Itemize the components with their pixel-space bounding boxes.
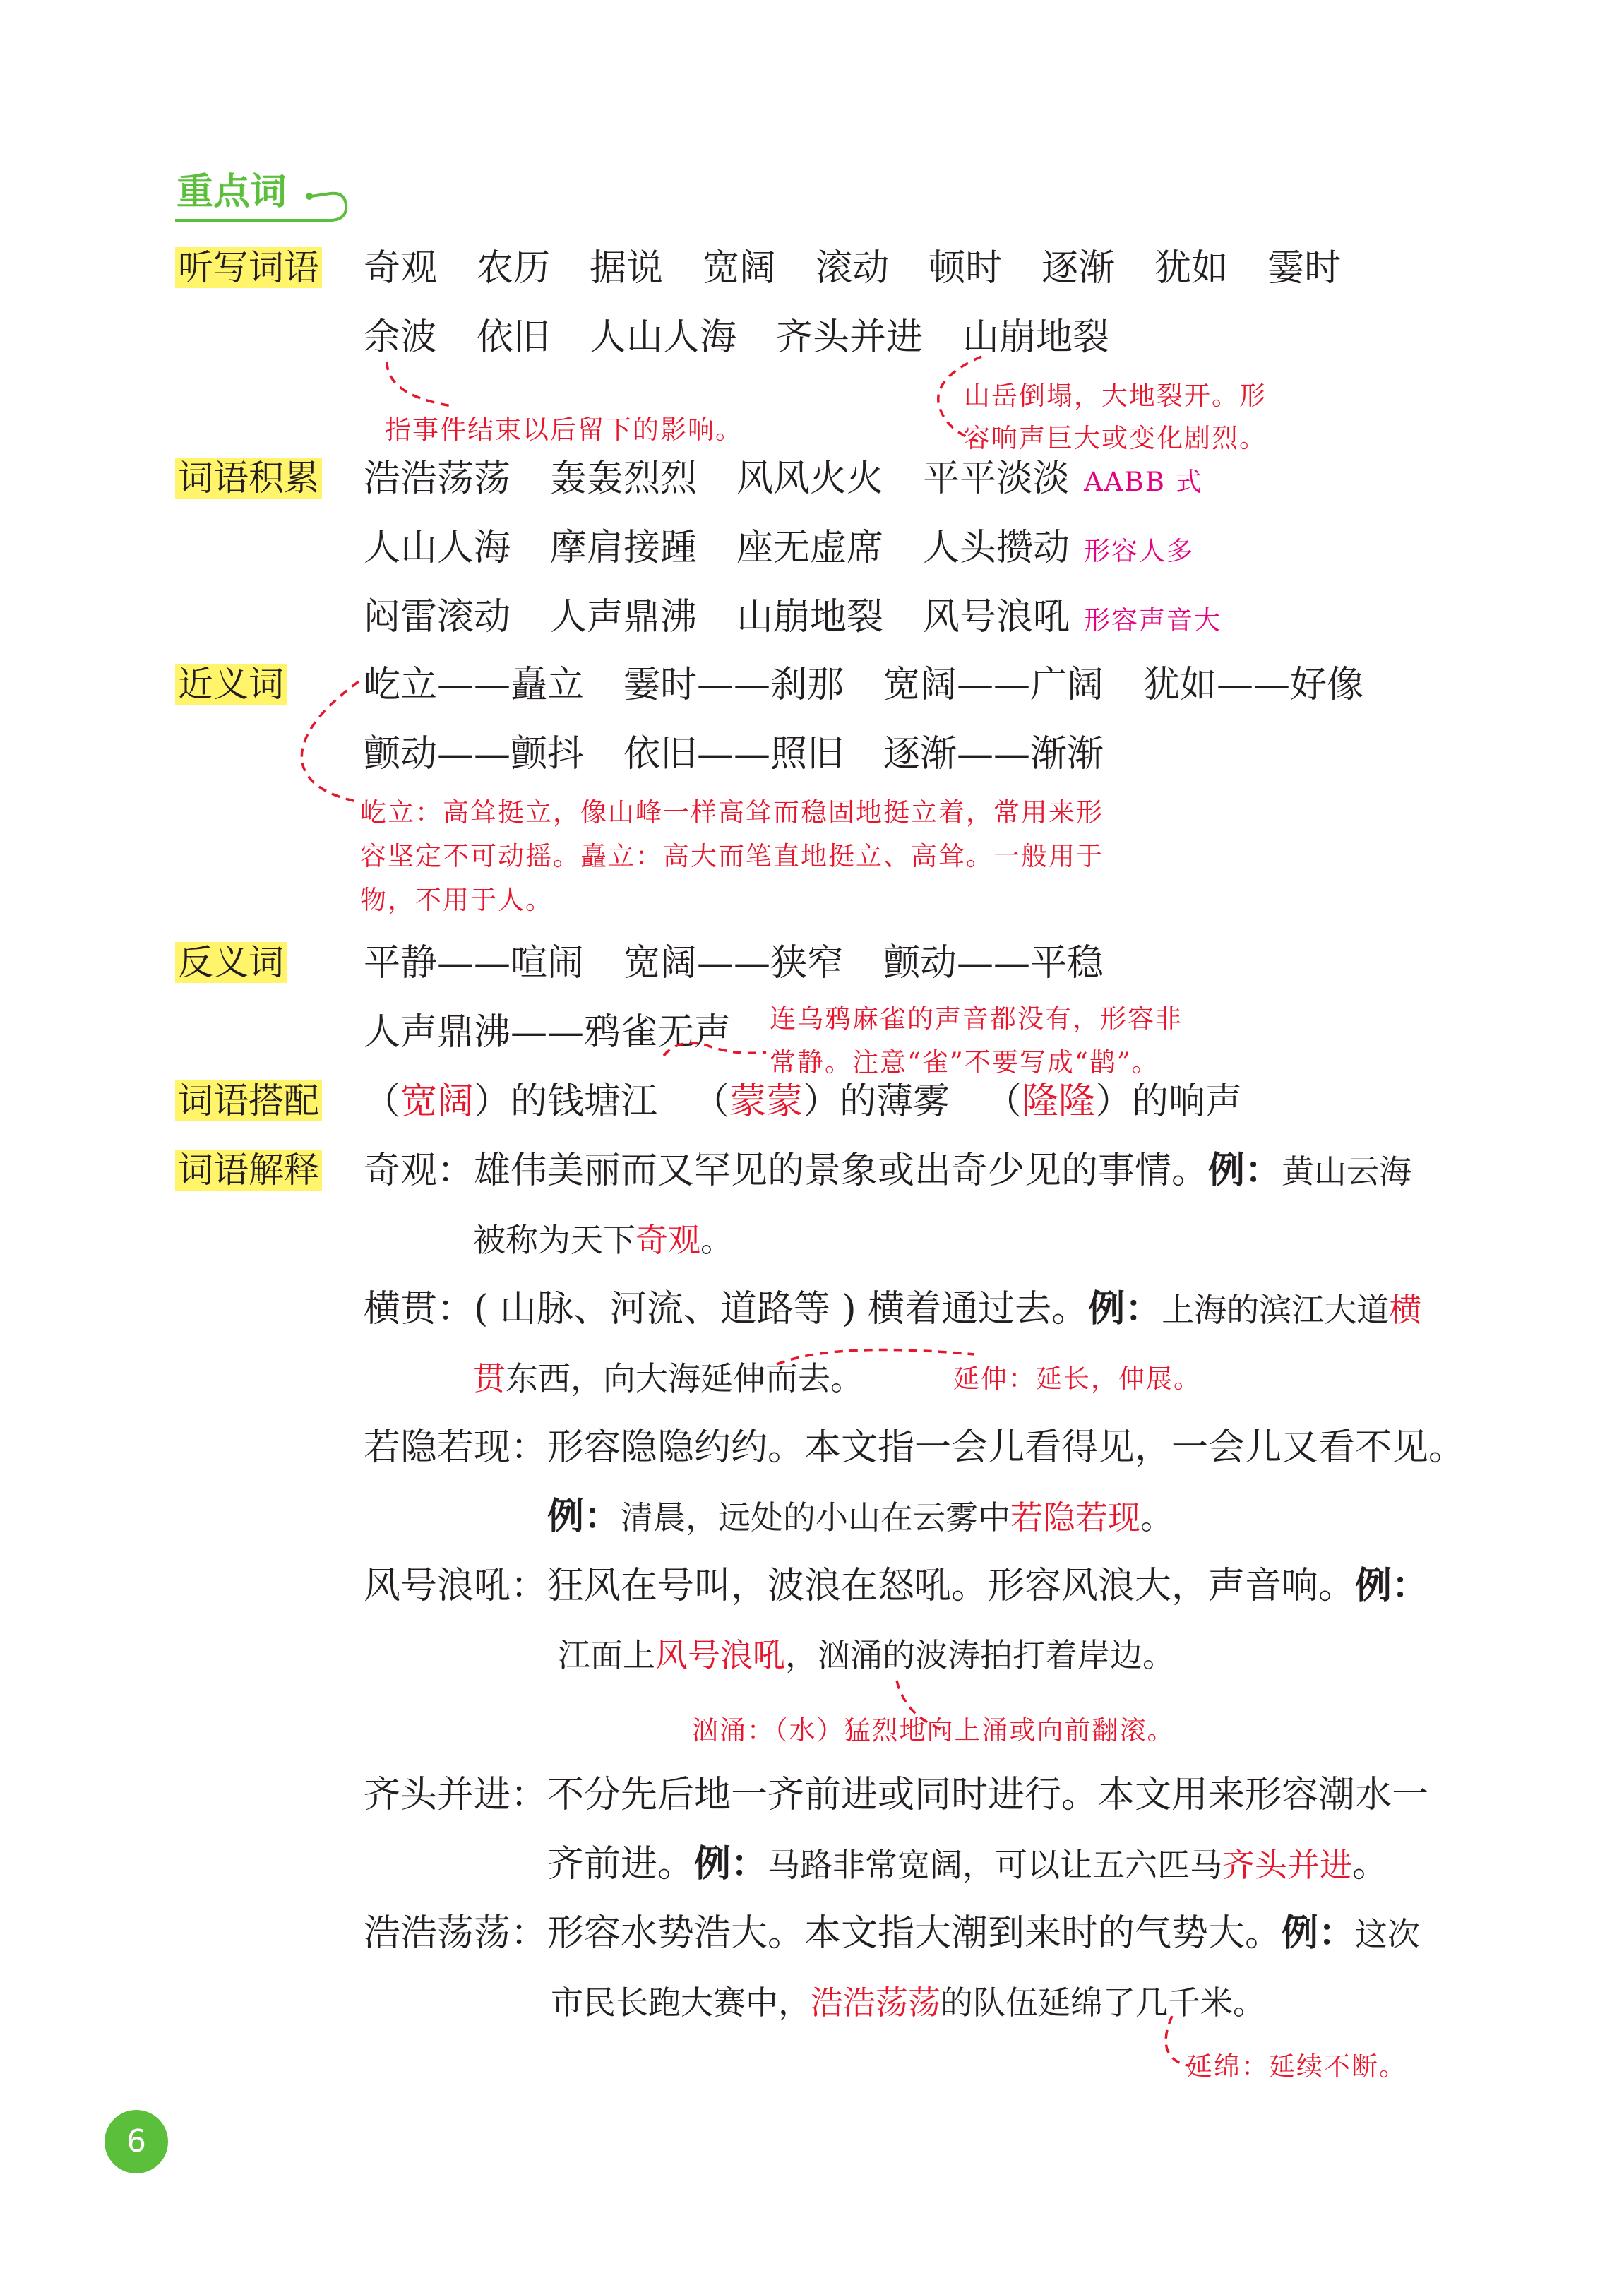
word: 齐头并进 <box>776 316 924 359</box>
word: 依旧 <box>477 316 551 359</box>
jilei-row2 <box>364 525 1234 571</box>
word: 座无虚席 <box>736 527 884 569</box>
word: 平平淡淡 <box>923 458 1070 500</box>
label-tingxie: 听写词语 <box>175 247 322 288</box>
collocation-word: 蒙蒙 <box>729 1080 804 1123</box>
example-qitou: 齐前进。例：马路非常宽阔，可以让五六匹马齐头并进。 <box>547 1842 1390 1885</box>
collocation: （宽阔）的钱塘江 <box>364 1080 658 1123</box>
dapei-row <box>364 1079 1242 1124</box>
word: 人山人海 <box>364 527 511 569</box>
term: 横贯： <box>364 1288 474 1330</box>
word: 轰轰烈烈 <box>550 458 698 500</box>
example: 上海的滨江大道 <box>1162 1291 1390 1329</box>
word-pair: 逐渐——渐渐 <box>883 733 1104 775</box>
definition: 狂风在号叫，波浪在怒吼。形容风浪大，声音响。 <box>547 1565 1356 1607</box>
word: 山崩地裂 <box>962 316 1110 359</box>
word: 奇观 <box>364 247 438 290</box>
label-fanyi: 反义词 <box>175 942 287 983</box>
example-fenghao: 江面上风号浪吼，汹涌的波涛拍打着岸边。 <box>558 1636 1175 1674</box>
jilei-row3 <box>364 595 1261 640</box>
section-header-title: 重点词 <box>177 171 287 213</box>
word: 人声鼎沸 <box>550 596 698 638</box>
example-label: 例： <box>1282 1912 1356 1955</box>
note-yili-2: 容坚定不可动摇。矗立：高大而笔直地挺立、高耸。一般用于 <box>360 841 1104 871</box>
jinyi-row1 <box>364 662 1403 708</box>
example-qiguan: 被称为天下奇观。 <box>473 1221 733 1259</box>
word: 山崩地裂 <box>736 596 884 638</box>
word-pair: 屹立——矗立 <box>364 664 585 706</box>
collocation: （隆隆）的响声 <box>985 1080 1243 1123</box>
example-haohao: 市民长跑大赛中，浩浩荡荡的队伍延绵了几千米。 <box>551 1984 1265 2022</box>
collocation-word: 隆隆 <box>1022 1080 1096 1123</box>
note-aabb: AABB 式 <box>1084 467 1203 497</box>
word: 农历 <box>477 247 551 290</box>
word-pair: 宽阔——狭窄 <box>623 942 844 984</box>
note-yanmian: 延绵：延续不断。 <box>1186 2051 1407 2082</box>
word: 浩浩荡荡 <box>364 458 511 500</box>
note-xiongyong: 汹涌：（水）猛烈地向上涌或向前翻滚。 <box>692 1715 1175 1746</box>
example: 黄山云海 <box>1282 1152 1412 1191</box>
word: 摩肩接踵 <box>550 527 698 569</box>
word-pair: 霎时——刹那 <box>623 664 844 706</box>
label-jieshi: 词语解释 <box>175 1150 322 1191</box>
word: 滚动 <box>816 247 890 290</box>
note-shengyin: 形容声音大 <box>1084 605 1222 636</box>
word-pair: 颤动——颤抖 <box>364 733 585 775</box>
label-dapei: 词语搭配 <box>175 1080 322 1121</box>
term: 风号浪吼： <box>364 1565 548 1607</box>
def-qiguan <box>364 1148 1411 1194</box>
example-henguan: 贯东西，向大海延伸而去。 <box>473 1359 863 1397</box>
collocation: （蒙蒙）的薄雾 <box>693 1080 950 1123</box>
word-pair: 平静——喧闹 <box>364 942 585 984</box>
def-haohao: 浩浩荡荡：形容水势浩大。本文指大潮到来时的气势大。例：这次 <box>364 1912 1421 1955</box>
def-fenghao <box>364 1563 1428 1609</box>
fanyi-row1 <box>364 941 1143 986</box>
note-queshi-1: 连乌鸦麻雀的声音都没有，形容非 <box>770 1003 1183 1034</box>
tingxie-row2 <box>364 315 1149 360</box>
word: 风号浪吼 <box>923 596 1070 638</box>
word: 人山人海 <box>590 316 737 359</box>
note-queshi-2: 常静。注意“雀”不要写成“鹊”。 <box>770 1047 1159 1078</box>
tingxie-row1 <box>364 246 1380 291</box>
word: 宽阔 <box>703 247 777 290</box>
note-renduo: 形容人多 <box>1084 536 1195 566</box>
note-yubo: 指事件结束以后留下的影响。 <box>385 415 743 445</box>
def-ruoyin <box>364 1425 1465 1470</box>
term: 浩浩荡荡： <box>364 1912 548 1955</box>
collocation-word: 宽阔 <box>400 1080 474 1123</box>
jinyi-row2 <box>364 732 1143 777</box>
example-label: 例： <box>694 1842 768 1885</box>
definition: 雄伟美丽而又罕见的景象或出奇少见的事情。 <box>474 1150 1209 1192</box>
word: 霎时 <box>1267 247 1342 290</box>
word-pair: 宽阔——广阔 <box>883 664 1104 706</box>
note-shanbeng-2: 容响声巨大或变化剧烈。 <box>964 423 1267 453</box>
label-jilei: 词语积累 <box>175 458 322 499</box>
fanyi-row2: 人声鼎沸——鸦雀无声 <box>364 1011 732 1054</box>
page-number-badge <box>105 2110 168 2173</box>
note-yili-1: 屹立：高耸挺立，像山峰一样高耸而稳固地挺立着，常用来形 <box>360 797 1104 828</box>
word: 据说 <box>590 247 664 290</box>
word-pair: 依旧——照旧 <box>623 733 844 775</box>
note-yanshen: 延伸：延长，伸展。 <box>953 1364 1201 1394</box>
word-pair: 犹如——好像 <box>1143 664 1364 706</box>
word: 闷雷滚动 <box>364 596 511 638</box>
word: 犹如 <box>1154 247 1229 290</box>
definition: 形容隐隐约约。本文指一会儿看得见，一会儿又看不见。 <box>547 1426 1466 1469</box>
def-qitou <box>364 1772 1428 1818</box>
word: 人头攒动 <box>923 527 1070 569</box>
example-label: 例： <box>1355 1564 1429 1607</box>
def-henguan: 横贯：( 山脉、河流、道路等 ) 横着通过去。例：上海的滨江大道横 <box>364 1287 1422 1330</box>
term: 若隐若现： <box>364 1426 548 1469</box>
example-label: 例： <box>1208 1149 1282 1192</box>
definition: 形容水势浩大。本文指大潮到来时的气势大。 <box>547 1912 1282 1955</box>
section-header <box>177 169 287 215</box>
note-shanbeng-1: 山岳倒塌，大地裂开。形 <box>964 381 1267 411</box>
page-number: 6 <box>126 2123 146 2159</box>
term: 奇观： <box>364 1150 474 1192</box>
term: 齐头并进： <box>364 1774 548 1816</box>
example-label: 例： <box>547 1495 621 1538</box>
example-ruoyin: 例：清晨，远处的小山在云雾中若隐若现。 <box>547 1495 1174 1538</box>
word: 顿时 <box>929 247 1003 290</box>
definition: ( 山脉、河流、道路等 ) 横着通过去。 <box>474 1288 1089 1330</box>
note-yili-3: 物，不用于人。 <box>360 885 553 915</box>
label-jinyi: 近义词 <box>175 664 287 705</box>
definition: 不分先后地一齐前进或同时进行。本文用来形容潮水一 <box>547 1774 1429 1816</box>
example-label: 例： <box>1088 1287 1162 1330</box>
word: 风风火火 <box>736 458 884 500</box>
word-pair: 颤动——平稳 <box>883 942 1104 984</box>
word: 余波 <box>364 316 438 359</box>
word: 逐渐 <box>1041 247 1116 290</box>
jilei-row1 <box>364 456 1243 501</box>
